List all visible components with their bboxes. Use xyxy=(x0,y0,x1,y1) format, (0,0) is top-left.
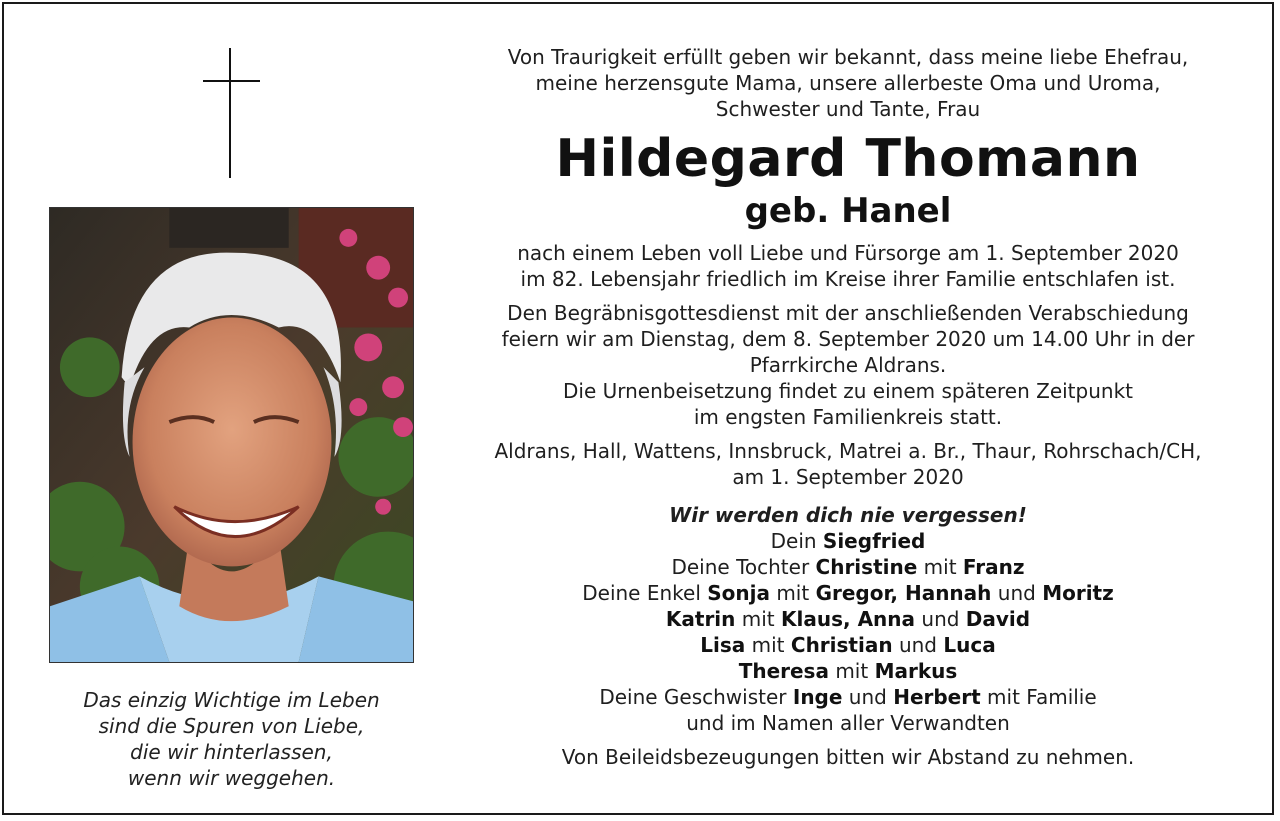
mourner-name: Klaus, Anna xyxy=(781,607,916,631)
funeral-line: Den Begräbnisgottesdienst mit der anschließenden Verabschiedung xyxy=(507,301,1189,325)
mourner-line xyxy=(444,554,1252,580)
cross-icon xyxy=(203,48,260,178)
closing-line: Von Beileidsbezeugungen bitten wir Abstand zu nehmen. xyxy=(561,745,1135,769)
mourner-text: mit Familie xyxy=(980,685,1097,709)
mourner-name: Herbert xyxy=(893,685,981,709)
mourner-text: Deine Enkel xyxy=(582,581,708,605)
intro-line: Von Traurigkeit erfüllt geben wir bekannt, dass meine liebe Ehefrau, xyxy=(507,45,1189,69)
quote-line: sind die Spuren von Liebe, xyxy=(98,714,365,738)
mourner-line xyxy=(444,658,1252,684)
mourner-name: Moritz xyxy=(1042,581,1114,605)
mourner-name: Christine xyxy=(815,555,918,579)
mourner-name: Luca xyxy=(943,633,996,657)
intro-line: Schwester und Tante, Frau xyxy=(715,97,981,121)
mourner-name: Inge xyxy=(792,685,843,709)
portrait-photo xyxy=(49,207,414,663)
mourner-line xyxy=(444,580,1252,606)
mourner-name: David xyxy=(965,607,1031,631)
funeral-line: feiern wir am Dienstag, dem 8. September 2020 um 14.00 Uhr in der xyxy=(501,327,1195,351)
mourner-text: Dein xyxy=(770,529,823,553)
mourner-name: Katrin xyxy=(665,607,736,631)
quote-line: Das einzig Wichtige im Leben xyxy=(83,688,380,712)
quote-line: die wir hinterlassen, xyxy=(130,740,333,764)
deceased-name: Hildegard Thomann xyxy=(555,129,1141,189)
mourner-text: und xyxy=(892,633,944,657)
obituary-text xyxy=(444,44,1252,770)
mourner-text: mit xyxy=(735,607,782,631)
mourner-text: Deine Geschwister xyxy=(599,685,793,709)
mourner-name: Markus xyxy=(874,659,958,683)
maiden-name: geb. Hanel xyxy=(744,191,952,231)
mourner-name: Gregor, Hannah xyxy=(815,581,992,605)
mourner-text: und xyxy=(915,607,966,631)
mourner-name: Theresa xyxy=(738,659,829,683)
motto: Wir werden dich nie vergessen! xyxy=(669,503,1027,527)
mourner-line xyxy=(444,710,1252,736)
mourner-name: Christian xyxy=(790,633,893,657)
mourner-text: und xyxy=(991,581,1043,605)
place-line: Aldrans, Hall, Wattens, Innsbruck, Matrei a. Br., Thaur, Rohrschach/CH, xyxy=(494,439,1202,463)
mourner-line xyxy=(444,684,1252,710)
mourner-text: und xyxy=(842,685,894,709)
quote xyxy=(44,687,419,791)
funeral-line: Die Urnenbeisetzung findet zu einem späteren Zeitpunkt xyxy=(562,379,1133,403)
funeral-line: Pfarrkirche Aldrans. xyxy=(749,353,947,377)
mourner-line xyxy=(444,606,1252,632)
obituary-card xyxy=(2,2,1274,815)
mourner-text: mit xyxy=(745,633,791,657)
mourner-name: Sonja xyxy=(707,581,770,605)
mourner-line xyxy=(444,528,1252,554)
mourner-text: Deine Tochter xyxy=(671,555,816,579)
mourner-name: Franz xyxy=(962,555,1025,579)
mourner-name: Lisa xyxy=(700,633,746,657)
funeral-line: im engsten Familienkreis statt. xyxy=(693,405,1003,429)
mourner-text: und im Namen aller Verwandten xyxy=(686,711,1010,735)
mourner-line xyxy=(444,632,1252,658)
mourner-list xyxy=(444,528,1252,736)
mourner-text: mit xyxy=(769,581,816,605)
death-line: nach einem Leben voll Liebe und Fürsorge am 1. September 2020 xyxy=(517,241,1179,265)
intro-line: meine herzensgute Mama, unsere allerbeste Oma und Uroma, xyxy=(535,71,1161,95)
quote-line: wenn wir weggehen. xyxy=(127,766,336,790)
death-line: im 82. Lebensjahr friedlich im Kreise ihrer Familie entschlafen ist. xyxy=(520,267,1176,291)
mourner-name: Siegfried xyxy=(822,529,926,553)
place-line: am 1. September 2020 xyxy=(732,465,964,489)
mourner-text: mit xyxy=(828,659,875,683)
mourner-text: mit xyxy=(917,555,963,579)
